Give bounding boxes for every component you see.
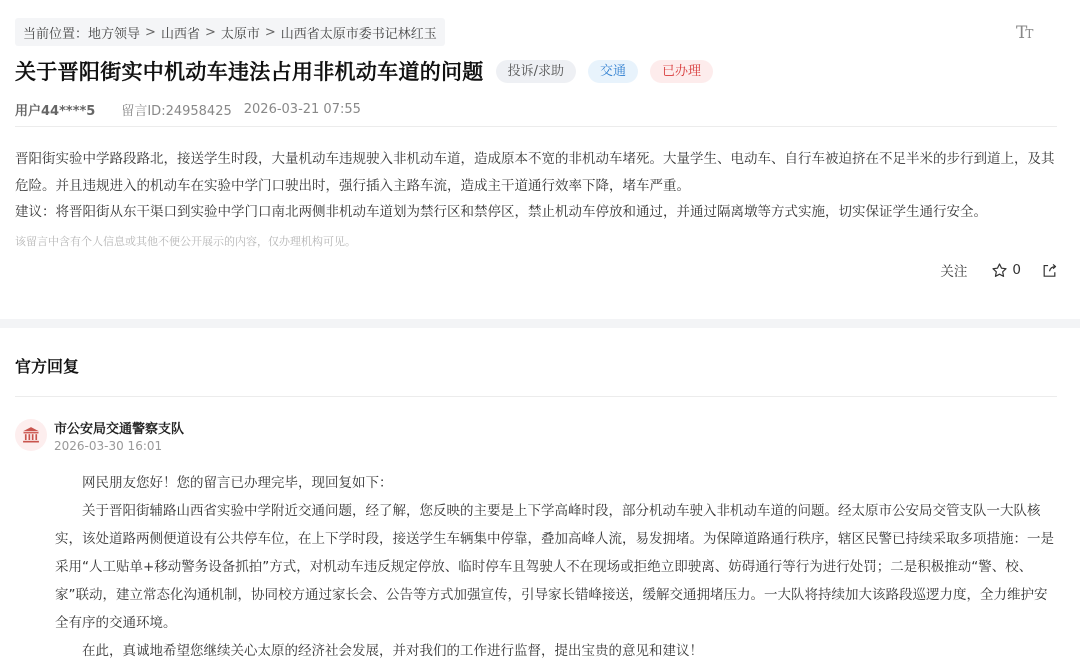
message-id: 留言ID:24958425	[121, 104, 232, 119]
like-count: 0	[1012, 262, 1021, 278]
like-button[interactable]	[991, 262, 1021, 279]
breadcrumb-label: 当前位置：	[23, 26, 89, 42]
share-button[interactable]	[1041, 262, 1058, 279]
breadcrumb-separator: >	[145, 24, 156, 40]
message-meta	[15, 100, 361, 119]
font-size-icon[interactable]	[1016, 23, 1031, 43]
reply-time: 2026-03-30 16:01	[54, 439, 163, 453]
breadcrumb-item-local-leaders[interactable]: 地方领导	[88, 26, 141, 42]
breadcrumb-separator: >	[264, 24, 276, 40]
reply-paragraph: 在此，真诚地希望您继续关心太原的经济社会发展，并对我们的工作进行监督，提出宝贵的意见和建议！	[82, 643, 703, 659]
share-icon	[1041, 262, 1058, 279]
reply-section-title: 官方回复	[15, 357, 80, 376]
font-size-small-letter: T	[1025, 27, 1032, 41]
action-bar	[940, 260, 1058, 280]
message-body	[15, 146, 1060, 226]
breadcrumb-item-city[interactable]: 太原市	[220, 26, 260, 42]
section-separator	[0, 319, 1080, 328]
divider	[15, 126, 1057, 127]
reply-paragraph: 关于晋阳街辅路山西省实验中学附近交通问题，经了解，您反映的主要是上下学高峰时段，部分机动车驶入非机动车道的问题。经太原市公安局交管支队一大队核实，该处道路两侧便道设有公共停车位，在上下学时段，接送学生车辆集中停靠，叠加高峰人流，易发拥堵。为保障道路通行秩序，辖区民警已持续采取多项措施：一是采用“人工贴单+移动警务设备抓拍”方式，对机动车违反规定停放、临时停车且驾驶人不在现场或拒绝立即驶离、妨碍通行等行为进行处罚；二是积极推动“警、校、家”联动，建立常态化沟通机制，协同校方通过家长会、公告等方式加强宣传，引导家长错峰接送，缓解交通拥堵压力。一大队将持续加大该路段巡逻力度，全力维护安全有序的交通环境。	[55, 503, 1054, 631]
message-body-paragraph: 晋阳街实验中学路段路北，接送学生时段，大量机动车违规驶入非机动车道，造成原本不宽的非机动车堵死。大量学生、电动车、自行车被迫挤在不足半米的步行到道上，及其危险。并且违规进入的机动车在实验中学门口驶出时，强行插入主路车流，造成主干道通行效率下降，堵车严重。	[15, 151, 1055, 194]
breadcrumb	[15, 18, 445, 46]
reply-body	[55, 469, 1058, 665]
font-size-big-letter: T	[1016, 23, 1026, 43]
divider	[15, 396, 1057, 397]
follow-button[interactable]: 关注	[940, 264, 968, 280]
reply-org-name: 市公安局交通警察支队	[54, 422, 185, 437]
status-badge: 已办理	[650, 60, 713, 83]
user-name: 用户44****5	[15, 104, 96, 119]
page-title: 关于晋阳街实中机动车违法占用非机动车道的问题	[15, 60, 484, 84]
star-icon	[991, 262, 1008, 279]
message-header	[15, 56, 713, 86]
breadcrumb-item-province[interactable]: 山西省	[160, 26, 200, 42]
privacy-notice: 该留言中含有个人信息或其他不便公开展示的内容，仅办理机构可见。	[15, 235, 356, 248]
message-time: 2026-03-21 07:55	[243, 102, 361, 117]
category-tag: 交通	[588, 60, 638, 83]
avatar	[15, 419, 47, 451]
breadcrumb-separator: >	[204, 24, 216, 40]
government-building-icon	[21, 425, 41, 445]
type-tag: 投诉/求助	[496, 60, 576, 83]
reply-paragraph: 网民朋友您好！您的留言已办理完毕，现回复如下：	[82, 475, 393, 491]
breadcrumb-item-leader[interactable]: 山西省太原市委书记林红玉	[280, 26, 437, 42]
message-suggestion: 建议：将晋阳街从东干渠口到实验中学门口南北两侧非机动车道划为禁行区和禁停区，禁止机动车停放和通过，并通过隔离墩等方式实施，切实保证学生通行安全。	[15, 204, 987, 220]
